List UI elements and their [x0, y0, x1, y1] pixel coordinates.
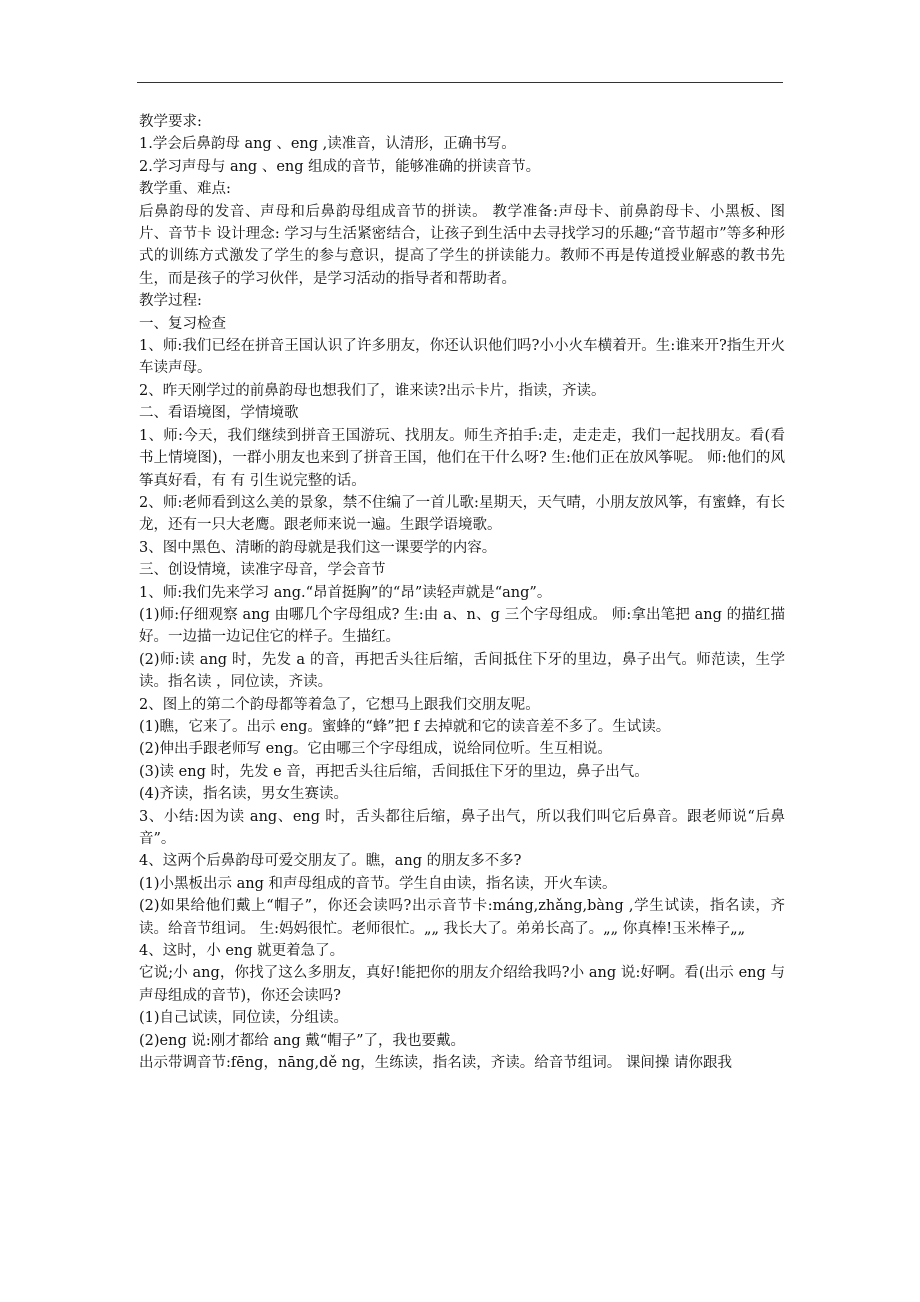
paragraph: 1、师:我们已经在拼音王国认识了许多朋友，你还认识他们吗?小小火车横着开。生:谁来开?指生开火车读声母。: [139, 338, 785, 377]
paragraph: 它说;小 ang，你找了这么多朋友，真好!能把你的朋友介绍给我吗?小 ang 说:好啊。看(出示 eng 与声母组成的音节)，你还会读吗?: [139, 965, 785, 1004]
paragraph: 教学过程:: [139, 293, 202, 310]
paragraph: (2)如果给他们戴上“帽子”，你还会读吗?出示音节卡:máng,zhǎng,bàng ,学生试读，指名读，齐读。给音节组词。 生:妈妈很忙。老师很忙。„„ 我长大了。弟弟长高了。„„ 你真棒!玉米棒子„„: [139, 898, 785, 937]
document-body: [139, 111, 785, 1074]
paragraph: (2)伸出手跟老师写 eng。它由哪三个字母组成，说给同位听。生互相说。: [139, 741, 612, 758]
paragraph: (1)小黑板出示 ang 和声母组成的音节。学生自由读，指名读，开火车读。: [139, 875, 617, 892]
paragraph: 一、复习检查: [139, 315, 226, 332]
paragraph: 二、看语境图，学情境歌: [139, 405, 299, 422]
paragraph: 4、这时，小 eng 就更着急了。: [139, 943, 345, 960]
paragraph: 3、小结:因为读 ang、eng 时，舌头都往后缩，鼻子出气，所以我们叫它后鼻音。跟老师说“后鼻音”。: [139, 808, 785, 847]
paragraph: 1、师:今天，我们继续到拼音王国游玩、找朋友。师生齐拍手:走，走走走，我们一起找朋友。看(看书上情境图)，一群小朋友也来到了拼音王国，他们在干什么呀? 生:他们正在放风筝呢。 师:他们的风筝真好看，有 有 引生说完整的话。: [139, 427, 785, 489]
paragraph: 出示带调音节:fēng，nāng,dě ng，生练读，指名读，齐读。给音节组词。 课间操 请你跟我: [139, 1055, 732, 1072]
paragraph: 1、师:我们先来学习 ang.“昂首挺胸”的“昂”读轻声就是“ang”。: [139, 584, 552, 601]
paragraph: 1.学会后鼻韵母 ang 、eng ,读准音，认清形，正确书写。: [139, 136, 516, 153]
paragraph: (2)师:读 ang 时，先发 a 的音，再把舌头往后缩，舌间抵住下牙的里边，鼻子出气。师范读，生学读。指名读 ，同位读，齐读。: [139, 651, 785, 691]
paragraph: 2、师:老师看到这么美的景象，禁不住编了一首儿歌:星期天，天气晴，小朋友放风筝，有蜜蜂，有长龙，还有一只大老鹰。跟老师来说一遍。生跟学语境歌。: [139, 494, 785, 534]
paragraph: 2、昨天刚学过的前鼻韵母也想我们了，谁来读?出示卡片，指读，齐读。: [139, 382, 606, 399]
paragraph: 后鼻韵母的发音、声母和后鼻韵母组成音节的拼读。 教学准备:声母卡、前鼻韵母卡、小黑板、图片、音节卡 设计理念: 学习与生活紧密结合，让孩子到生活中去寻找学习的乐趣;“音节超市”等多种形式的训练方式激发了学生的参与意识，提高了学生的拼读能力。教师不再是传道授业解惑的教书先生，而是孩子的学习伙伴，是学习活动的指导者和帮助者。: [139, 203, 785, 287]
paragraph: (1)自己试读，同位读，分组读。: [139, 1010, 349, 1027]
paragraph: (1)师:仔细观察 ang 由哪几个字母组成? 生:由 a、n、g 三个字母组成。 师:拿出笔把 ang 的描红描好。一边描一边记住它的样子。生描红。: [139, 606, 785, 646]
paragraph: 教学重、难点:: [139, 181, 231, 198]
paragraph: 3、图中黑色、清晰的韵母就是我们这一课要学的内容。: [139, 539, 497, 556]
paragraph: (4)齐读，指名读，男女生赛读。: [139, 786, 349, 803]
paragraph: 教学要求:: [139, 114, 202, 130]
paragraph: (1)瞧，它来了。出示 eng。蜜蜂的“蜂”把 f 去掉就和它的读音差不多了。生试读。: [139, 718, 671, 735]
paragraph: 三、创设情境，读准字母音，学会音节: [139, 562, 386, 579]
paragraph: (2)eng 说:刚才都给 ang 戴“帽子”了，我也要戴。: [139, 1032, 466, 1049]
paragraph: 2、图上的第二个韵母都等着急了，它想马上跟我们交朋友呢。: [139, 696, 540, 713]
paragraph: 4、这两个后鼻韵母可爱交朋友了。瞧，ang 的朋友多不多?: [139, 853, 522, 870]
paragraph: (3)读 eng 时，先发 e 音，再把舌头往后缩，舌间抵住下牙的里边，鼻子出气。: [139, 763, 649, 780]
paragraph: 2.学习声母与 ang 、eng 组成的音节，能够准确的拼读音节。: [139, 158, 541, 175]
header-rule: [137, 82, 783, 83]
